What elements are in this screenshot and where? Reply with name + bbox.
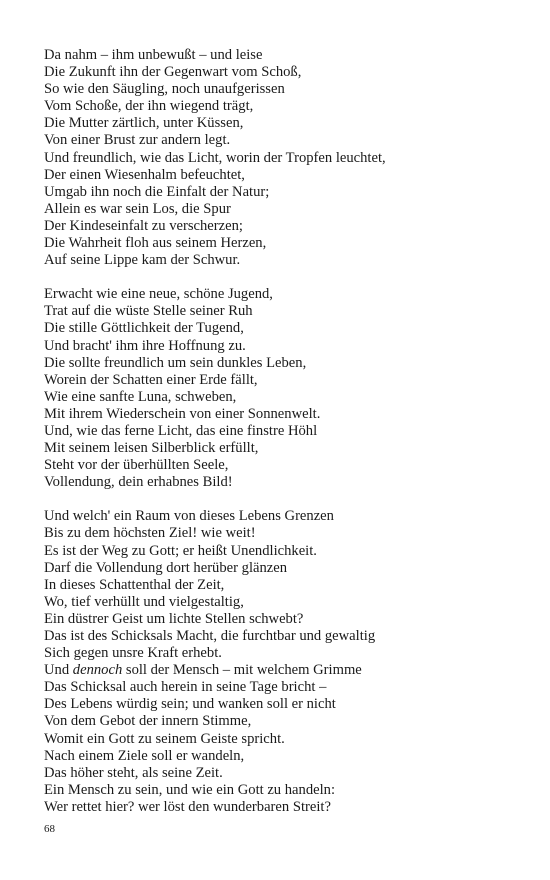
poem-line: Auf seine Lippe kam der Schwur. (44, 252, 241, 269)
poem-line: So wie den Säugling, noch unaufgerissen (44, 81, 285, 98)
poem-line: Von einer Brust zur andern legt. (44, 132, 231, 149)
poem-line: Die Wahrheit floh aus seinem Herzen, (44, 235, 267, 252)
poem-line: Mit ihrem Wiederschein von einer Sonnenwelt. (44, 405, 321, 422)
stanza (44, 47, 514, 269)
poem-line: Nach einem Ziele soll er wandeln, (44, 747, 245, 764)
poem-line: Da nahm – ihm unbewußt – und leise (44, 47, 263, 63)
page-number: 68 (44, 823, 55, 835)
poem-line: Und welch' ein Raum von dieses Lebens Grenzen (44, 508, 334, 525)
poem-line: Worein der Schatten einer Erde fällt, (44, 371, 258, 388)
stanza (44, 286, 514, 491)
poem-line: Die stille Göttlichkeit der Tugend, (44, 320, 244, 337)
poem-line: Das höher steht, als seine Zeit. (44, 764, 223, 781)
poem-line: In dieses Schattenthal der Zeit, (44, 576, 225, 593)
stanza (44, 508, 514, 816)
poem-line: Trat auf die wüste Stelle seiner Ruh (44, 303, 253, 320)
poem-line: Der Kindeseinfalt zu verscherzen; (44, 217, 243, 234)
poem-line (44, 662, 514, 679)
poem-line: Ein düstrer Geist um lichte Stellen schwebt? (44, 610, 304, 627)
emphasized-word: dennoch (72, 662, 123, 679)
poem-body (44, 47, 514, 833)
poem-line: Von dem Gebot der innern Stimme, (44, 713, 252, 730)
poem-line: Der einen Wiesenhalm befeuchtet, (44, 166, 245, 183)
poem-line: Vom Schoße, der ihn wiegend trägt, (44, 98, 254, 115)
poem-line: Und freundlich, wie das Licht, worin der Tropfen leuchtet, (44, 149, 386, 166)
poem-line: Erwacht wie eine neue, schöne Jugend, (44, 286, 273, 303)
poem-line: Ein Mensch zu sein, und wie ein Gott zu handeln: (44, 781, 335, 798)
poem-line: Womit ein Gott zu seinem Geiste spricht. (44, 730, 285, 747)
poem-line: Allein es war sein Los, die Spur (44, 200, 231, 217)
poem-line: Das ist des Schicksals Macht, die furchtbar und gewaltig (44, 628, 376, 644)
poem-line: Mit seinem leisen Silberblick erfüllt, (44, 440, 259, 457)
poem-line: Und, wie das ferne Licht, das eine finstre Höhl (44, 422, 318, 439)
poem-line: Sich gegen unsre Kraft erhebt. (44, 645, 222, 662)
poem-line: Und bracht' ihm ihre Hoffnung zu. (44, 337, 246, 354)
poem-line: Darf die Vollendung dort herüber glänzen (44, 559, 288, 576)
poem-line: Die Mutter zärtlich, unter Küssen, (44, 115, 244, 132)
poem-line: Steht vor der überhüllten Seele, (44, 457, 229, 474)
poem-line: Wie eine sanfte Luna, schweben, (44, 388, 237, 405)
poem-line: Es ist der Weg zu Gott; er heißt Unendlichkeit. (44, 542, 317, 559)
poem-line: Vollendung, dein erhabnes Bild! (44, 474, 233, 491)
poem-line: Bis zu dem höchsten Ziel! wie weit! (44, 525, 256, 542)
line-text: soll der Mensch – mit welchem Grimme (122, 662, 362, 679)
poem-line: Umgab ihn noch die Einfalt der Natur; (44, 183, 270, 200)
poem-line: Die Zukunft ihn der Gegenwart vom Schoß, (44, 64, 302, 81)
poem-line: Wer rettet hier? wer löst den wunderbaren Streit? (44, 798, 331, 815)
line-text: Und (44, 662, 73, 679)
poem-line: Das Schicksal auch herein in seine Tage bricht – (44, 679, 327, 696)
poem-line: Des Lebens würdig sein; und wanken soll er nicht (44, 696, 336, 713)
poem-line: Wo, tief verhüllt und vielgestaltig, (44, 593, 244, 610)
poem-line: Die sollte freundlich um sein dunkles Leben, (44, 354, 307, 371)
